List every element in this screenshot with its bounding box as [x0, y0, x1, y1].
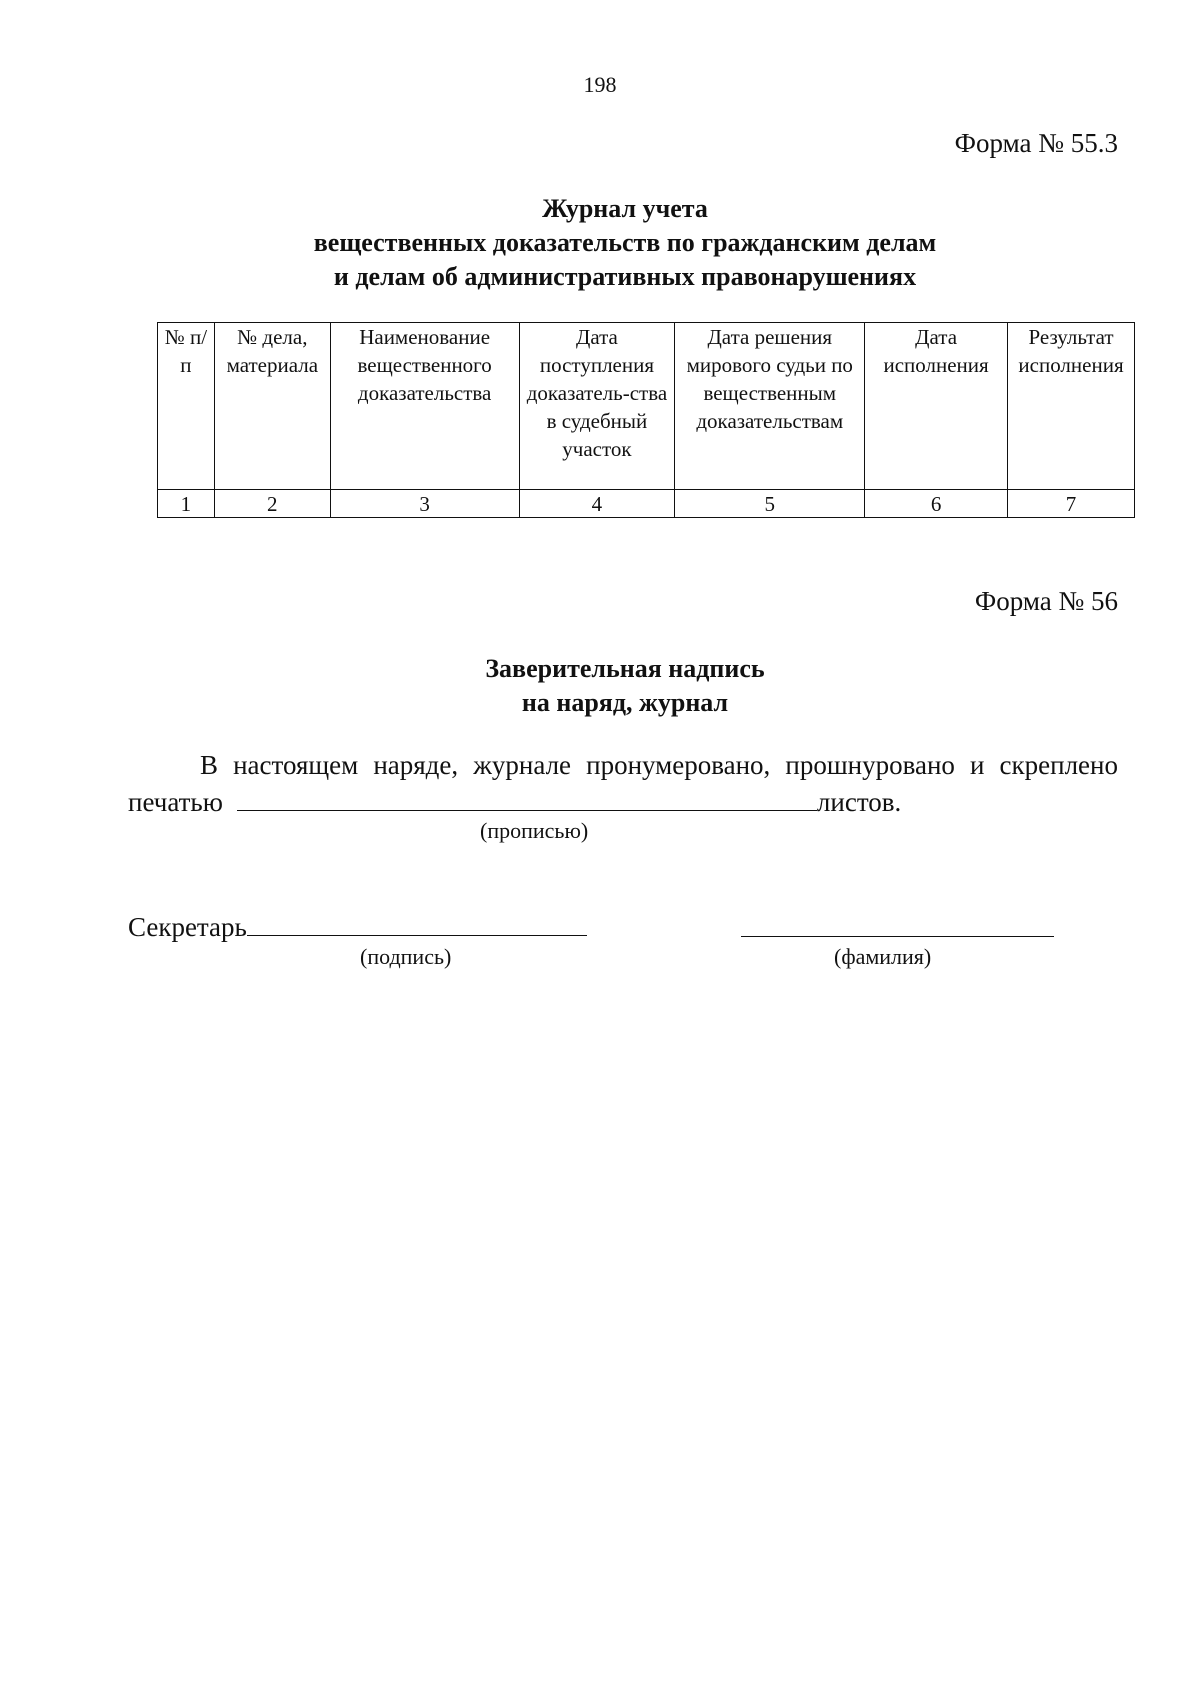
journal-title	[0, 192, 1200, 294]
column-header-number: № п/п	[158, 323, 215, 490]
journal-title-line: Журнал учета	[542, 194, 708, 223]
form-number-55-3: Форма № 55.3	[954, 128, 1118, 158]
column-number: 6	[865, 490, 1008, 518]
journal-title-line: вещественных доказательств по гражданским делам	[313, 228, 937, 257]
evidence-journal-table	[157, 322, 1135, 518]
column-number: 4	[519, 490, 675, 518]
page-number: 198	[583, 72, 617, 97]
column-header-case: № дела, материала	[214, 323, 330, 490]
stamp-word: печатью	[128, 787, 223, 817]
column-number: 7	[1008, 490, 1135, 518]
column-number: 1	[158, 490, 215, 518]
column-header-execution-date: Дата исполнения	[865, 323, 1008, 490]
column-header-decision-date: Дата решения мирового судьи по вещественным доказательствам	[675, 323, 865, 490]
column-number: 2	[214, 490, 330, 518]
sheets-count-blank[interactable]	[237, 783, 817, 811]
certification-text	[128, 748, 1118, 820]
form-number-56: Форма № 56	[974, 586, 1118, 616]
column-number: 3	[330, 490, 519, 518]
column-header-receipt-date: Дата поступления доказатель-ства в судебный участок	[519, 323, 675, 490]
table-column-number-row	[158, 490, 1135, 518]
column-header-execution-result: Результат исполнения	[1008, 323, 1135, 490]
signature-blank[interactable]	[247, 908, 587, 936]
column-number: 5	[675, 490, 865, 518]
surname-caption: (фамилия)	[834, 944, 932, 969]
table-header-row	[158, 323, 1135, 490]
column-header-evidence-name: Наименование вещественного доказательства	[330, 323, 519, 490]
in-words-caption: (прописью)	[480, 818, 589, 843]
secretary-label: Секретарь	[128, 912, 247, 942]
certification-sheets-line	[128, 783, 1118, 820]
certification-title-line: Заверительная надпись	[485, 654, 765, 683]
certification-title-line: на наряд, журнал	[521, 688, 729, 717]
sheets-word: листов.	[816, 787, 902, 817]
journal-title-line: и делам об административных правонарушениях	[333, 262, 917, 291]
certification-text-line: В настоящем наряде, журнале пронумеровано, прошнуровано и скреплено	[200, 750, 1118, 780]
surname-blank[interactable]	[741, 908, 1054, 937]
secretary-signature-row	[128, 908, 1088, 944]
signature-caption: (подпись)	[360, 944, 452, 969]
certification-title	[0, 652, 1200, 720]
